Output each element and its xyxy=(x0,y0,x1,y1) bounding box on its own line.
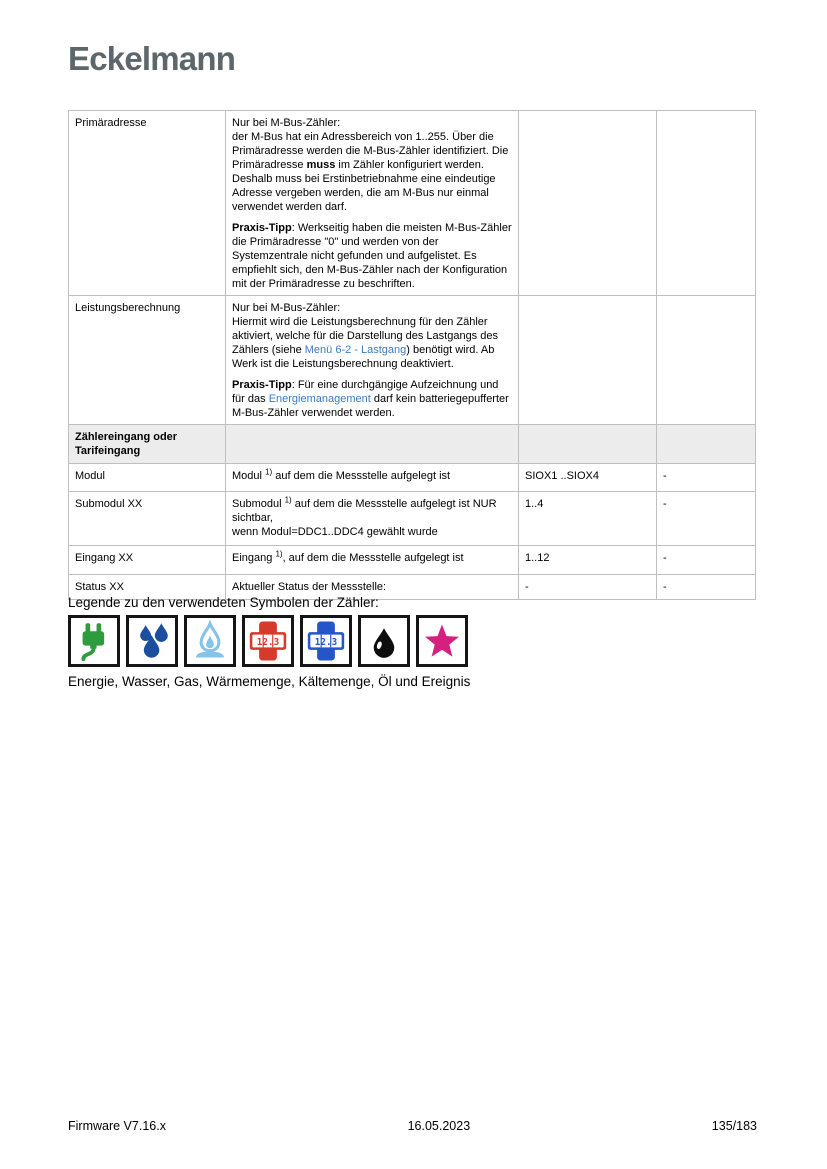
bold-text: Praxis-Tipp xyxy=(232,379,292,391)
legend-caption: Energie, Wasser, Gas, Wärmemenge, Kältemenge, Öl und Ereignis xyxy=(68,674,471,689)
text-segment: auf dem die Messstelle aufgelegt ist NUR sichtbar, xyxy=(232,498,497,524)
default-cell xyxy=(657,296,756,425)
desc-paragraph xyxy=(232,469,512,483)
cold-meter-icon xyxy=(300,615,352,667)
text-segment: Aktueller Status der Messstelle: xyxy=(232,581,387,593)
value-range-cell: SIOX1 ..SIOX4 xyxy=(519,464,657,492)
desc-cell xyxy=(226,492,519,546)
text-segment: im Zähler konfiguriert werden. Deshalb muss bei Erstinbetriebnahme eine eindeutige Adresse vergeben werden, die am M-Bus nur einmal verwendet werden darf. xyxy=(232,159,496,213)
text-segment: darf kein batteriegepufferter M-Bus-Zähler verwendet werden. xyxy=(232,393,509,419)
desc-paragraph xyxy=(232,497,512,539)
default-cell: - xyxy=(657,575,756,600)
text-segment: Hiermit wird die Leistungsberechnung für den Zähler aktiviert, welche für die Darstellung des Lastgangs des Zählers (siehe xyxy=(232,316,498,356)
desc-paragraph xyxy=(232,221,512,291)
gas-flame-icon xyxy=(184,615,236,667)
desc-cell xyxy=(226,425,519,464)
default-cell xyxy=(657,425,756,464)
table-row xyxy=(69,296,756,425)
oil-drop-icon xyxy=(358,615,410,667)
param-cell: Primäradresse xyxy=(69,111,226,296)
text-segment: Nur bei M-Bus-Zähler: xyxy=(232,302,341,314)
text-segment: auf dem die Messstelle aufgelegt ist xyxy=(272,470,451,482)
table-row xyxy=(69,492,756,546)
desc-cell xyxy=(226,546,519,575)
text-segment: der M-Bus hat ein Adressbereich von 1..255. Über die Primäradresse werden die M-Bus-Zähler identifiziert. Die Primäradresse xyxy=(232,131,509,171)
footnote-ref: 1) xyxy=(284,495,292,505)
bold-text: Praxis-Tipp xyxy=(232,222,292,234)
footer-firmware: Firmware V7.16.x xyxy=(68,1119,166,1133)
legend-icons xyxy=(68,615,474,667)
param-cell: Modul xyxy=(69,464,226,492)
default-cell: - xyxy=(657,492,756,546)
cold-meter-reading: 12.3 xyxy=(314,636,338,648)
param-cell: Leistungsberechnung xyxy=(69,296,226,425)
text-segment: wenn Modul=DDC1..DDC4 gewählt wurde xyxy=(232,526,438,538)
legend-title: Legende zu den verwendeten Symbolen der Zähler: xyxy=(68,595,379,610)
footer-page-number: 135/183 xyxy=(711,1119,757,1133)
desc-paragraph xyxy=(232,580,512,594)
section-row xyxy=(69,425,756,464)
heat-meter-reading: 12.3 xyxy=(256,636,280,648)
text-segment: Nur bei M-Bus-Zähler: xyxy=(232,117,341,129)
value-range-cell xyxy=(519,296,657,425)
default-cell: - xyxy=(657,546,756,575)
text-segment: Submodul xyxy=(232,498,285,510)
legend-section xyxy=(68,595,474,689)
text-segment: , auf dem die Messstelle aufgelegt ist xyxy=(282,552,464,564)
spec-table-body xyxy=(69,111,756,600)
plug-icon xyxy=(68,615,120,667)
table-row xyxy=(69,464,756,492)
desc-paragraph xyxy=(232,378,512,420)
default-cell xyxy=(657,111,756,296)
desc-cell xyxy=(226,464,519,492)
param-cell: Status XX xyxy=(69,575,226,600)
desc-paragraph xyxy=(232,116,512,214)
page-footer xyxy=(68,1119,757,1133)
footnote-ref: 1) xyxy=(275,549,283,559)
text-segment: : Für eine durchgängige Aufzeichnung und für das xyxy=(232,379,499,405)
default-cell: - xyxy=(657,464,756,492)
company-logo: Eckelmann xyxy=(68,40,236,77)
text-segment: Eingang xyxy=(232,552,276,564)
param-cell: Eingang XX xyxy=(69,546,226,575)
desc-cell xyxy=(226,111,519,296)
value-range-cell xyxy=(519,111,657,296)
value-range-cell xyxy=(519,425,657,464)
event-star-icon xyxy=(416,615,468,667)
parameters-table xyxy=(68,110,756,600)
text-link[interactable]: Energiemanagement xyxy=(268,393,371,405)
text-segment: ) benötigt wird. Ab Werk ist die Leistungsberechnung deaktiviert. xyxy=(232,344,495,370)
heat-meter-icon xyxy=(242,615,294,667)
param-cell: Submodul XX xyxy=(69,492,226,546)
text-segment: : Werkseitig haben die meisten M-Bus-Zähler die Primäradresse "0" und werden von der Systemzentrale nicht gefunden und aufgelistet. Es empfiehlt sich, den M-Bus-Zähler nach der Konfiguration mit der Primäradresse zu beschriften. xyxy=(232,222,512,290)
water-drops-icon xyxy=(126,615,178,667)
table-row xyxy=(69,546,756,575)
desc-paragraph xyxy=(232,551,512,565)
text-segment: Modul xyxy=(232,470,266,482)
bold-text: muss xyxy=(306,159,336,171)
value-range-cell: - xyxy=(519,575,657,600)
footnote-ref: 1) xyxy=(265,467,273,477)
param-cell: Zählereingang oder Tarifeingang xyxy=(69,425,226,464)
desc-cell xyxy=(226,296,519,425)
value-range-cell: 1..4 xyxy=(519,492,657,546)
footer-date: 16.05.2023 xyxy=(407,1119,471,1133)
value-range-cell: 1..12 xyxy=(519,546,657,575)
desc-paragraph xyxy=(232,301,512,371)
table-row xyxy=(69,111,756,296)
text-link[interactable]: Menü 6-2 - Lastgang xyxy=(304,344,407,356)
